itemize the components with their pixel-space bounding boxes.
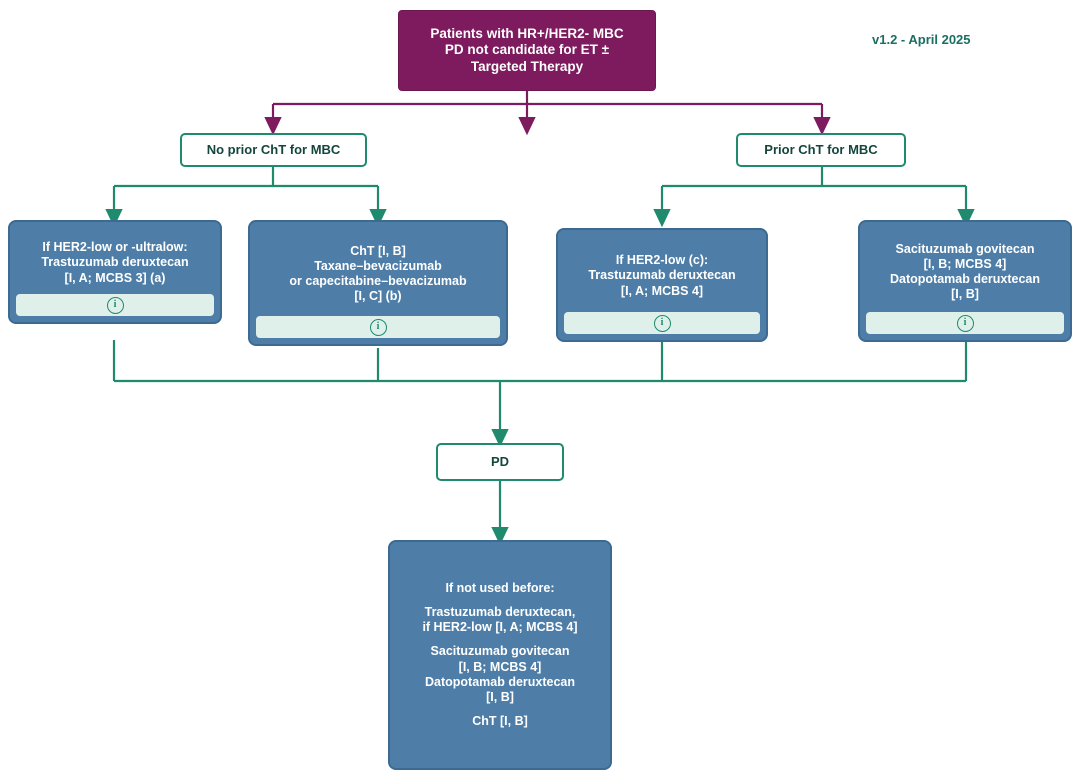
treatment-3-info-bar[interactable] [564, 312, 760, 334]
node-treatment-cht-bevacizumab [248, 220, 508, 346]
final-line-2: Trastuzumab deruxtecan, [424, 604, 576, 619]
info-icon[interactable]: i [370, 319, 387, 336]
treatment-2-info-bar[interactable] [256, 316, 500, 338]
node-final-options [388, 540, 612, 770]
version-label: v1.2 - April 2025 [872, 32, 971, 47]
treatment-4-info-bar[interactable] [866, 312, 1064, 334]
info-icon[interactable]: i [957, 315, 974, 332]
final-line-7: [I, B] [486, 690, 514, 704]
node-treatment-her2-low-ultralow [8, 220, 222, 324]
treatment-4-line-1: Sacituzumab govitecan [895, 241, 1035, 256]
treatment-4-line-3: Datopotamab deruxtecan [889, 272, 1041, 286]
final-line-1: If not used before: [445, 580, 555, 595]
treatment-2-line-4: [I, C] (b) [354, 289, 402, 304]
treatment-2-line-2: Taxane–bevacizumab [314, 258, 442, 273]
treatment-3-line-1: If HER2-low (c): [615, 253, 709, 268]
treatment-2-line-3: or capecitabine–bevacizumab [289, 274, 467, 288]
info-icon[interactable]: i [107, 297, 124, 314]
node-treatment-sacituzumab-datopotamab [858, 220, 1072, 342]
node-pd-label: PD [490, 454, 510, 470]
info-icon[interactable]: i [654, 315, 671, 332]
node-no-prior-cht-label: No prior ChT for MBC [206, 142, 341, 158]
final-line-3: if HER2-low [I, A; MCBS 4] [422, 620, 578, 634]
node-no-prior-cht [180, 133, 367, 167]
treatment-1-info-bar[interactable] [16, 294, 214, 316]
node-prior-cht [736, 133, 906, 167]
node-pd [436, 443, 564, 481]
treatment-1-line-3: [I, A; MCBS 3] (a) [64, 270, 166, 285]
node-root [398, 10, 656, 91]
treatment-4-line-2: [I, B; MCBS 4] [923, 256, 1007, 271]
final-line-6: Datopotamab deruxtecan [424, 674, 576, 689]
final-line-8: ChT [I, B] [472, 714, 528, 729]
node-root-line-2: PD not candidate for ET ± [444, 42, 610, 58]
treatment-1-line-2: Trastuzumab deruxtecan [41, 255, 189, 270]
node-prior-cht-label: Prior ChT for MBC [764, 142, 878, 158]
treatment-4-line-4: [I, B] [951, 287, 979, 302]
node-root-line-1: Patients with HR+/HER2- MBC [430, 25, 624, 41]
final-line-4: Sacituzumab govitecan [430, 644, 570, 659]
treatment-3-line-2: Trastuzumab deruxtecan [588, 268, 736, 283]
final-line-5: [I, B; MCBS 4] [458, 659, 542, 674]
treatment-1-line-1: If HER2-low or -ultralow: [42, 240, 188, 255]
treatment-3-line-3: [I, A; MCBS 4] [620, 283, 704, 298]
node-root-line-3: Targeted Therapy [470, 58, 584, 74]
treatment-2-line-1: ChT [I, B] [350, 243, 406, 258]
node-treatment-her2-low-c [556, 228, 768, 342]
